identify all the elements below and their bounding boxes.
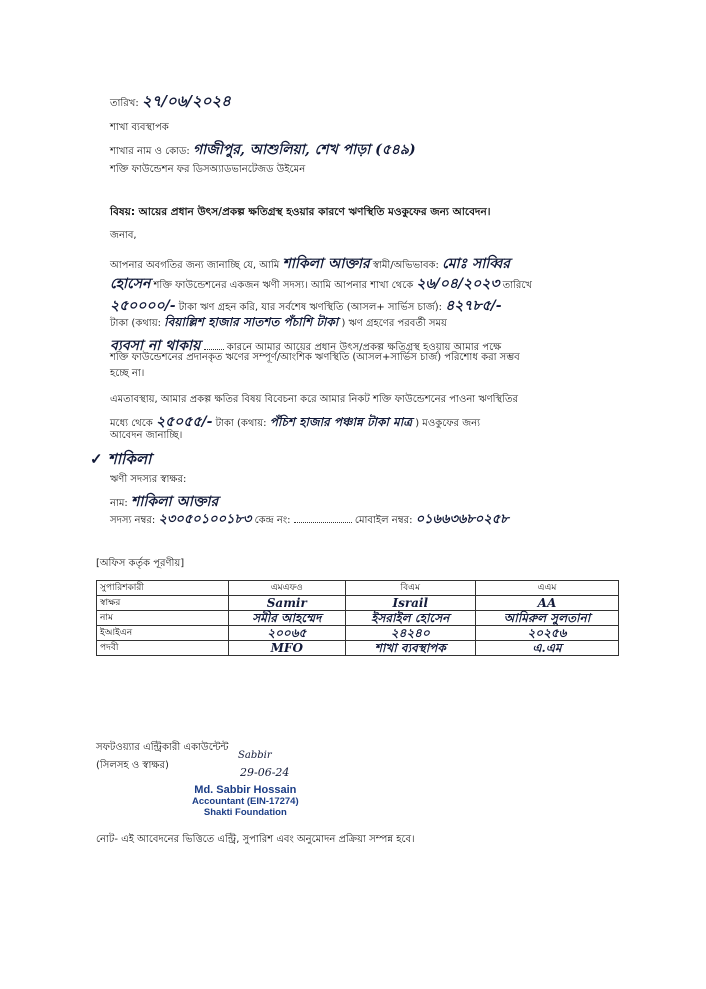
- table-cell: শাখা ব্যবস্থাপক: [345, 641, 475, 656]
- table-header-cell: বিএম: [345, 581, 475, 596]
- waive-amount-handwritten: ২৫০৫৫/-: [156, 414, 213, 430]
- organization-line: শক্তি ফাউন্ডেশন ফর ডিসঅ্যাডভানটেজড উইমেন: [110, 164, 306, 175]
- branch-value: গাজীপুর, আশুলিয়া, শেখ পাড়া (৫৪৯): [192, 142, 416, 158]
- signature-cell: AA: [475, 596, 618, 611]
- stamp-name: Md. Sabbir Hossain: [194, 784, 297, 796]
- text: মধ্যে থেকে: [110, 418, 153, 429]
- body-line-10: আবেদন জানাচ্ছি।: [110, 430, 183, 441]
- table-cell: ২৪২৪০: [345, 626, 475, 641]
- stamp-org: Shakti Foundation: [203, 807, 287, 818]
- office-table: [96, 580, 619, 656]
- balance-words-handwritten: বিয়াল্লিশ হাজার সাতশত পঁচাশি টাকা: [164, 315, 339, 329]
- body-line-6: শক্তি ফাউন্ডেশনের প্রদানকৃত ঋণের সম্পূর্ণ/আংশিক ঋণস্থিতি (আসল+সার্ভিস চার্জ) পরিশোধ করা সম্ভব: [110, 352, 520, 363]
- text: ) ঋণ গ্রহণের পরবর্তী সময়: [341, 318, 447, 329]
- row-label: নাম: [97, 611, 229, 626]
- center-no-field: [294, 522, 352, 523]
- table-cell: MFO: [229, 641, 346, 656]
- check-mark-icon: ✓: [90, 450, 103, 468]
- waive-words-handwritten: পঁচিশ হাজার পঞ্চান্ন টাকা মাত্র: [269, 415, 413, 429]
- mobile-label: মোবাইল নম্বর:: [354, 515, 413, 526]
- branch-label: শাখার নাম ও কোড:: [110, 146, 190, 157]
- body-line-7: হচ্ছে না।: [110, 368, 145, 379]
- table-cell: এ.এম: [475, 641, 618, 656]
- salutation: জনাব,: [110, 230, 137, 241]
- table-cell: ২০০৬৫: [229, 626, 346, 641]
- table-header-cell: এমএফও: [229, 581, 346, 596]
- date-value: ২৭/০৬/২০২৪: [141, 92, 231, 110]
- balance-handwritten: ৪২৭৮৫/-: [445, 298, 502, 314]
- reason-handwritten: ব্যবসা না থাকায়: [110, 338, 201, 354]
- name-label: নাম:: [110, 498, 128, 509]
- table-cell: ২০২৫৬: [475, 626, 618, 641]
- member-no-field: ২৩০৫০১০০১৮৩: [158, 512, 252, 527]
- guardian-name-handwritten-2: হোসেন: [110, 276, 151, 292]
- row-label: ইআইএন: [97, 626, 229, 641]
- table-cell: আমিরুল সুলতানা: [475, 611, 618, 626]
- signature-label: ঋণী সদস্যর স্বাক্ষর:: [110, 474, 187, 485]
- accountant-signature: Sabbir: [238, 750, 272, 761]
- accountant-stamp: [192, 785, 299, 818]
- member-number-line: [110, 510, 509, 531]
- accountant-date: 29-06-24: [240, 766, 290, 779]
- table-row: [97, 641, 619, 656]
- row-label: স্বাক্ষর: [97, 596, 229, 611]
- text: তারিখে: [502, 280, 532, 291]
- guardian-name-handwritten: মোঃ সাব্বির: [442, 256, 510, 272]
- text: টাকা ঋণ গ্রহন করি, যার সর্বশেষ ঋণস্থিতি (আসল+ সার্ভিস চার্জ):: [178, 302, 443, 313]
- body-line-4: [110, 314, 447, 334]
- stamp-role: Accountant (EIN-17274): [192, 796, 299, 807]
- text: ) মওকুফের জন্য: [415, 418, 481, 429]
- branch-line: [110, 138, 416, 162]
- table-cell: সমীর আহম্মেদ: [229, 611, 346, 626]
- text: আপনার অবগতির জন্য জানাচ্ছি যে, আমি: [110, 260, 280, 271]
- table-cell: ইসরাইল হোসেন: [345, 611, 475, 626]
- text: স্বামী/অভিভাবক:: [372, 260, 439, 271]
- table-header-cell: সুপারিশকারী: [97, 581, 229, 596]
- member-no-label: সদস্য নম্বর:: [110, 515, 156, 526]
- text: শক্তি ফাউন্ডেশনের একজন ঋণী সদস্য। আমি আপনার শাখা থেকে: [153, 280, 414, 291]
- loan-date-handwritten: ২৬/০৪/২০২৩: [416, 276, 500, 292]
- accountant-seal-note: (সিলসহ ও স্বাক্ষর): [96, 760, 169, 771]
- subject-line: বিষয়: আয়ের প্রধান উৎস/প্রকল্প ক্ষতিগ্রস্থ হওয়ার কারণে ঋণস্থিতি মওকুফের জন্য আবেদন।: [110, 206, 491, 218]
- table-header-row: [97, 581, 619, 596]
- date-line: [110, 90, 231, 115]
- table-row: [97, 611, 619, 626]
- center-label: কেন্দ্র নং:: [254, 515, 291, 526]
- loan-amount-handwritten: ২৫০০০০/-: [110, 298, 176, 314]
- body-line-2: [110, 272, 532, 296]
- row-label: পদবী: [97, 641, 229, 656]
- text: টাকা (কথায়:: [215, 418, 267, 429]
- member-signature-text: শাকিলা: [107, 450, 152, 468]
- table-row: [97, 626, 619, 641]
- member-name-handwritten: শাকিলা আক্তার: [282, 256, 370, 272]
- accountant-title: সফটওয়্যার এন্ট্রিকারী একাউন্টেন্ট: [96, 742, 229, 753]
- signature-cell: Samir: [229, 596, 346, 611]
- table-header-cell: এএম: [475, 581, 618, 596]
- text: কারনে আমার আয়ের প্রধান উৎস/প্রকল্প ক্ষতিগ্রস্থ হওয়ায় আমার পক্ষে: [226, 342, 502, 353]
- member-signature: [90, 448, 151, 473]
- table-row: [97, 596, 619, 611]
- text: টাকা (কথায়:: [110, 318, 161, 329]
- body-line-8: এমতাবস্থায়, আমার প্রকল্প ক্ষতির বিষয় বিবেচনা করে আমার নিকট শক্তি ফাউন্ডেশনের পাওনা ঋণস্থিতির: [110, 394, 519, 405]
- mobile-field: ০১৬৬৩৬৮০২৫৮: [415, 512, 509, 527]
- member-name-field: শাকিলা আক্তার: [130, 494, 219, 510]
- recipient-title: শাখা ব্যবস্থাপক: [110, 122, 169, 133]
- date-label: তারিখ:: [110, 98, 139, 109]
- signature-cell: Israil: [345, 596, 475, 611]
- footer-note: নোট- এই আবেদনের ভিত্তিতে এন্ট্রি, সুপারিশ এবং অনুমোদন প্রক্রিয়া সম্পন্ন হবে।: [96, 834, 415, 845]
- office-heading: [অফিস কর্তৃক পূরণীয়]: [96, 558, 185, 569]
